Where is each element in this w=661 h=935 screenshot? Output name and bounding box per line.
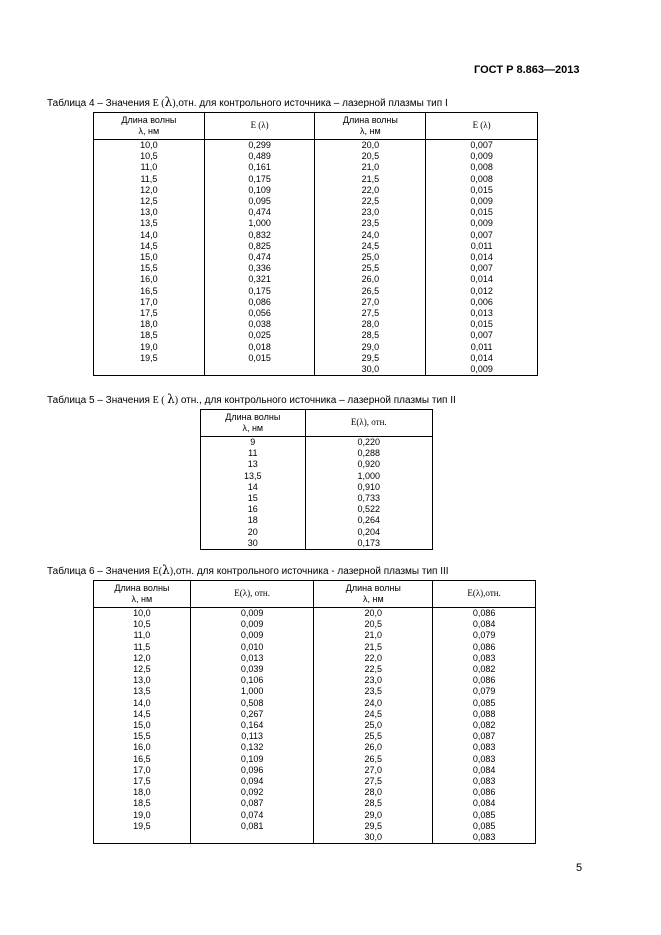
table5-e-cell: 0,204: [305, 527, 432, 538]
table4-e-right-cell: 0,007: [426, 330, 538, 341]
table5-wave-cell: 30: [201, 538, 306, 550]
table6-wave-left-cell: 16,5: [94, 754, 191, 765]
table4-e-left-cell: 0,056: [204, 308, 315, 319]
table4-e-left-cell: 0,018: [204, 342, 315, 353]
table5-e-cell: 0,173: [305, 538, 432, 550]
table4-e-right-cell: 0,015: [426, 207, 538, 218]
table6-wave-right-cell: 28,0: [314, 787, 433, 798]
table6-wave-left-cell: 14,0: [94, 698, 191, 709]
table5-wave-cell: 20: [201, 527, 306, 538]
table6-wave-left-cell: 19,0: [94, 810, 191, 821]
table4-wave-left-cell: 17,5: [94, 308, 205, 319]
table4-row: [94, 230, 538, 241]
table4-row: [94, 319, 538, 330]
table4-e-left-cell: 0,489: [204, 151, 315, 162]
table4-caption: Таблица 4 – Значения E (λ),отн. для контрольного источника – лазерной плазмы тип I: [47, 95, 448, 109]
table4-wave-right-cell: 24,5: [315, 241, 426, 252]
table4-wave-left-cell: 18,0: [94, 319, 205, 330]
table6-e-right-cell: 0,085: [433, 821, 536, 832]
table6-row: [94, 664, 536, 675]
table6-e-right-cell: 0,083: [433, 832, 536, 844]
table4-e-right-cell: 0,007: [426, 263, 538, 274]
table6-wave-left-cell: 19,5: [94, 821, 191, 832]
table4-header-e-right: E (λ): [426, 113, 538, 140]
table4-row: [94, 308, 538, 319]
table4-wave-right-cell: 21,0: [315, 162, 426, 173]
table6-e-left-cell: 0,109: [190, 754, 314, 765]
table4-header-e-left: E (λ): [204, 113, 315, 140]
table4-e-left-cell: 1,000: [204, 218, 315, 229]
table6-e-right-cell: 0,082: [433, 664, 536, 675]
table4-header-wave-left: Длина волны λ, нм: [94, 113, 205, 140]
table4-wave-left-cell: [94, 364, 205, 376]
table4: [93, 112, 538, 376]
table6-row: [94, 776, 536, 787]
table4-wave-left-cell: 15,0: [94, 252, 205, 263]
table6-row: [94, 742, 536, 753]
table6-e-left-cell: 0,087: [190, 798, 314, 809]
table5-row: [201, 493, 433, 504]
table6-wave-right-cell: 22,0: [314, 653, 433, 664]
table6-e-right-cell: 0,086: [433, 642, 536, 653]
table4-wave-left-cell: 12,5: [94, 196, 205, 207]
table5-e-cell: 1,000: [305, 471, 432, 482]
table6-header-wave-left: Длина волны λ, нм: [94, 581, 191, 608]
table6-wave-left-cell: [94, 832, 191, 844]
table6-header-e-left: E(λ), отн.: [190, 581, 314, 608]
table4-row: [94, 162, 538, 173]
table6-row: [94, 642, 536, 653]
table4-e-right-cell: 0,006: [426, 297, 538, 308]
table4-e-right-cell: 0,009: [426, 364, 538, 376]
table6-row: [94, 810, 536, 821]
table6-wave-right-cell: 27,0: [314, 765, 433, 776]
table5-wave-cell: 16: [201, 504, 306, 515]
table6-row: [94, 698, 536, 709]
table5-row: [201, 482, 433, 493]
table6-e-right-cell: 0,086: [433, 608, 536, 620]
table5-e-cell: 0,522: [305, 504, 432, 515]
table6-wave-right-cell: 25,5: [314, 731, 433, 742]
table4-e-left-cell: 0,832: [204, 230, 315, 241]
table6-e-right-cell: 0,084: [433, 798, 536, 809]
table4-wave-right-cell: 26,5: [315, 286, 426, 297]
table6-wave-left-cell: 12,0: [94, 653, 191, 664]
table4-e-left-cell: 0,161: [204, 162, 315, 173]
table6-wave-left-cell: 17,0: [94, 765, 191, 776]
table4-wave-right-cell: 20,5: [315, 151, 426, 162]
table6-row: [94, 754, 536, 765]
table6-row: [94, 709, 536, 720]
table4-wave-left-cell: 17,0: [94, 297, 205, 308]
table6-e-right-cell: 0,087: [433, 731, 536, 742]
table6-wave-left-cell: 12,5: [94, 664, 191, 675]
table4-wave-left-cell: 13,5: [94, 218, 205, 229]
table6-row: [94, 720, 536, 731]
table4-e-left-cell: 0,038: [204, 319, 315, 330]
table6-e-right-cell: 0,079: [433, 630, 536, 641]
table6-wave-right-cell: 30,0: [314, 832, 433, 844]
table4-e-right-cell: 0,015: [426, 185, 538, 196]
table4-wave-left-cell: 10,5: [94, 151, 205, 162]
table4-e-left-cell: 0,825: [204, 241, 315, 252]
table4-wave-right-cell: 23,0: [315, 207, 426, 218]
table5-caption: Таблица 5 – Значения E ( λ) отн., для контрольного источника – лазерной плазмы тип II: [47, 392, 456, 406]
table4-wave-left-cell: 11,0: [94, 162, 205, 173]
table4-e-right-cell: 0,011: [426, 241, 538, 252]
table6-wave-left-cell: 17,5: [94, 776, 191, 787]
table6-e-right-cell: 0,085: [433, 810, 536, 821]
table4-e-left-cell: 0,336: [204, 263, 315, 274]
table4-row: [94, 196, 538, 207]
table6-e-left-cell: 0,164: [190, 720, 314, 731]
table6-wave-left-cell: 11,0: [94, 630, 191, 641]
table4-e-right-cell: 0,009: [426, 218, 538, 229]
table4-wave-right-cell: 30,0: [315, 364, 426, 376]
table4-wave-right-cell: 21,5: [315, 174, 426, 185]
table4-wave-left-cell: 19,0: [94, 342, 205, 353]
table6-wave-right-cell: 24,5: [314, 709, 433, 720]
table6-e-left-cell: 0,009: [190, 630, 314, 641]
table4-wave-right-cell: 26,0: [315, 274, 426, 285]
table4-e-right-cell: 0,015: [426, 319, 538, 330]
table4-e-left-cell: 0,095: [204, 196, 315, 207]
table5-e-cell: 0,264: [305, 515, 432, 526]
table4-wave-left-cell: 10,0: [94, 140, 205, 152]
table4-e-right-cell: 0,014: [426, 353, 538, 364]
table4-wave-right-cell: 27,0: [315, 297, 426, 308]
table6-wave-left-cell: 18,0: [94, 787, 191, 798]
table5: [200, 409, 433, 550]
table6-e-left-cell: 0,113: [190, 731, 314, 742]
table6-wave-right-cell: 23,5: [314, 686, 433, 697]
table6-header-wave-right: Длина волны λ, нм: [314, 581, 433, 608]
table6-e-left-cell: 0,013: [190, 653, 314, 664]
table4-row: [94, 174, 538, 185]
table4-wave-right-cell: 22,0: [315, 185, 426, 196]
table4-row: [94, 286, 538, 297]
table6-e-right-cell: 0,085: [433, 698, 536, 709]
standard-designation: ГОСТ Р 8.863—2013: [474, 64, 580, 76]
table4-row: [94, 151, 538, 162]
table5-e-cell: 0,288: [305, 448, 432, 459]
table6-wave-right-cell: 21,0: [314, 630, 433, 641]
table4-e-left-cell: 0,175: [204, 174, 315, 185]
table6-e-left-cell: 0,009: [190, 608, 314, 620]
table6-wave-right-cell: 28,5: [314, 798, 433, 809]
table6-e-left-cell: 0,074: [190, 810, 314, 821]
table6-e-left-cell: 0,132: [190, 742, 314, 753]
table5-e-cell: 0,910: [305, 482, 432, 493]
table6-e-right-cell: 0,088: [433, 709, 536, 720]
table4-e-right-cell: 0,012: [426, 286, 538, 297]
table6-wave-right-cell: 20,0: [314, 608, 433, 620]
table4-wave-right-cell: 25,5: [315, 263, 426, 274]
table6-row: [94, 675, 536, 686]
table6-e-left-cell: 0,010: [190, 642, 314, 653]
table4-wave-left-cell: 16,5: [94, 286, 205, 297]
table4-wave-left-cell: 18,5: [94, 330, 205, 341]
table6-wave-left-cell: 10,5: [94, 619, 191, 630]
table4-e-left-cell: 0,321: [204, 274, 315, 285]
table6-e-right-cell: 0,083: [433, 653, 536, 664]
table4-wave-left-cell: 11,5: [94, 174, 205, 185]
table4-wave-right-cell: 28,0: [315, 319, 426, 330]
table4-wave-left-cell: 13,0: [94, 207, 205, 218]
table5-row: [201, 437, 433, 449]
table4-e-left-cell: 0,086: [204, 297, 315, 308]
table4-wave-right-cell: 24,0: [315, 230, 426, 241]
table6-e-left-cell: 1,000: [190, 686, 314, 697]
table6-row: [94, 798, 536, 809]
table6-wave-left-cell: 11,5: [94, 642, 191, 653]
table4-row: [94, 330, 538, 341]
table4-wave-left-cell: 19,5: [94, 353, 205, 364]
table6-wave-right-cell: 29,0: [314, 810, 433, 821]
table6-e-right-cell: 0,083: [433, 754, 536, 765]
table6-e-left-cell: 0,092: [190, 787, 314, 798]
table5-row: [201, 515, 433, 526]
table4-row: [94, 364, 538, 376]
table6-wave-right-cell: 26,5: [314, 754, 433, 765]
table6-wave-right-cell: 27,5: [314, 776, 433, 787]
table6-e-left-cell: 0,009: [190, 619, 314, 630]
table6-e-left-cell: 0,106: [190, 675, 314, 686]
table6-e-right-cell: 0,086: [433, 787, 536, 798]
table5-wave-cell: 13: [201, 459, 306, 470]
table5-header-e: E(λ), отн.: [305, 410, 432, 437]
table4-wave-right-cell: 27,5: [315, 308, 426, 319]
table4-wave-right-cell: 25,0: [315, 252, 426, 263]
table6-row: [94, 619, 536, 630]
table6-caption: Таблица 6 – Значения E(λ),отн. для контрольного источника - лазерной плазмы тип III: [47, 563, 449, 577]
table4-e-right-cell: 0,007: [426, 230, 538, 241]
table4-row: [94, 297, 538, 308]
table6-wave-right-cell: 22,5: [314, 664, 433, 675]
table4-row: [94, 263, 538, 274]
table6-e-left-cell: 0,039: [190, 664, 314, 675]
table6-wave-right-cell: 20,5: [314, 619, 433, 630]
table4-e-right-cell: 0,014: [426, 274, 538, 285]
table6-wave-right-cell: 24,0: [314, 698, 433, 709]
table4-e-right-cell: 0,009: [426, 196, 538, 207]
table6-wave-left-cell: 13,5: [94, 686, 191, 697]
table6-e-right-cell: 0,083: [433, 776, 536, 787]
table5-row: [201, 527, 433, 538]
table6-wave-left-cell: 15,0: [94, 720, 191, 731]
table4-e-left-cell: 0,015: [204, 353, 315, 364]
table6-wave-left-cell: 15,5: [94, 731, 191, 742]
page-number: 5: [576, 862, 583, 874]
table5-row: [201, 471, 433, 482]
table4-wave-left-cell: 14,0: [94, 230, 205, 241]
table5-wave-cell: 18: [201, 515, 306, 526]
table4-wave-right-cell: 29,0: [315, 342, 426, 353]
table4-e-left-cell: 0,025: [204, 330, 315, 341]
table4-row: [94, 274, 538, 285]
table5-row: [201, 448, 433, 459]
table6-wave-left-cell: 13,0: [94, 675, 191, 686]
table6-header-e-right: E(λ),отн.: [433, 581, 536, 608]
table4-wave-left-cell: 16,0: [94, 274, 205, 285]
table6-wave-left-cell: 14,5: [94, 709, 191, 720]
table6-e-left-cell: 0,508: [190, 698, 314, 709]
table4-wave-right-cell: 29,5: [315, 353, 426, 364]
table5-row: [201, 538, 433, 550]
table5-wave-cell: 11: [201, 448, 306, 459]
table6-e-left-cell: 0,267: [190, 709, 314, 720]
table4-e-right-cell: 0,014: [426, 252, 538, 263]
table4-wave-left-cell: 15,5: [94, 263, 205, 274]
table6-row: [94, 686, 536, 697]
table5-wave-cell: 14: [201, 482, 306, 493]
table4-e-left-cell: 0,299: [204, 140, 315, 152]
table6-e-left-cell: 0,094: [190, 776, 314, 787]
table6-e-right-cell: 0,084: [433, 765, 536, 776]
table6-wave-right-cell: 25,0: [314, 720, 433, 731]
table4-e-right-cell: 0,011: [426, 342, 538, 353]
table4-row: [94, 218, 538, 229]
table6-wave-left-cell: 16,0: [94, 742, 191, 753]
table6-e-right-cell: 0,084: [433, 619, 536, 630]
table6-wave-left-cell: 10,0: [94, 608, 191, 620]
table4-wave-right-cell: 28,5: [315, 330, 426, 341]
table4-e-right-cell: 0,009: [426, 151, 538, 162]
table6-e-right-cell: 0,083: [433, 742, 536, 753]
table4-wave-right-cell: 22,5: [315, 196, 426, 207]
table5-header-wave: Длина волны λ, нм: [201, 410, 306, 437]
table6-e-left-cell: 0,096: [190, 765, 314, 776]
table6-e-right-cell: 0,082: [433, 720, 536, 731]
table4-e-left-cell: 0,109: [204, 185, 315, 196]
table4-wave-right-cell: 20,0: [315, 140, 426, 152]
table6-row: [94, 821, 536, 832]
table6-wave-right-cell: 26,0: [314, 742, 433, 753]
table6-wave-right-cell: 23,0: [314, 675, 433, 686]
table6-row: [94, 608, 536, 620]
table6-row: [94, 787, 536, 798]
table6-row: [94, 832, 536, 844]
table4-e-left-cell: 0,474: [204, 207, 315, 218]
table6-e-right-cell: 0,086: [433, 675, 536, 686]
table5-e-cell: 0,733: [305, 493, 432, 504]
table5-row: [201, 504, 433, 515]
table6-e-right-cell: 0,079: [433, 686, 536, 697]
table4-header-wave-right: Длина волны λ, нм: [315, 113, 426, 140]
table4-wave-left-cell: 14,5: [94, 241, 205, 252]
table6-e-left-cell: [190, 832, 314, 844]
table4-row: [94, 252, 538, 263]
table4-row: [94, 140, 538, 152]
table4-e-left-cell: 0,474: [204, 252, 315, 263]
table4-wave-right-cell: 23,5: [315, 218, 426, 229]
table4-row: [94, 207, 538, 218]
table4-row: [94, 342, 538, 353]
table4-row: [94, 185, 538, 196]
table5-wave-cell: 9: [201, 437, 306, 449]
table6: [93, 580, 536, 844]
table4-e-right-cell: 0,013: [426, 308, 538, 319]
table6-row: [94, 630, 536, 641]
table6-row: [94, 653, 536, 664]
table4-e-left-cell: [204, 364, 315, 376]
table5-wave-cell: 15: [201, 493, 306, 504]
table6-wave-right-cell: 21,5: [314, 642, 433, 653]
table6-wave-left-cell: 18,5: [94, 798, 191, 809]
table4-e-left-cell: 0,175: [204, 286, 315, 297]
table6-row: [94, 731, 536, 742]
table6-e-left-cell: 0,081: [190, 821, 314, 832]
table5-row: [201, 459, 433, 470]
table4-e-right-cell: 0,008: [426, 162, 538, 173]
table5-e-cell: 0,220: [305, 437, 432, 449]
table6-row: [94, 765, 536, 776]
table4-e-right-cell: 0,007: [426, 140, 538, 152]
table5-e-cell: 0,920: [305, 459, 432, 470]
table4-row: [94, 353, 538, 364]
table6-wave-right-cell: 29,5: [314, 821, 433, 832]
table5-wave-cell: 13,5: [201, 471, 306, 482]
table4-e-right-cell: 0,008: [426, 174, 538, 185]
table4-wave-left-cell: 12,0: [94, 185, 205, 196]
table4-row: [94, 241, 538, 252]
